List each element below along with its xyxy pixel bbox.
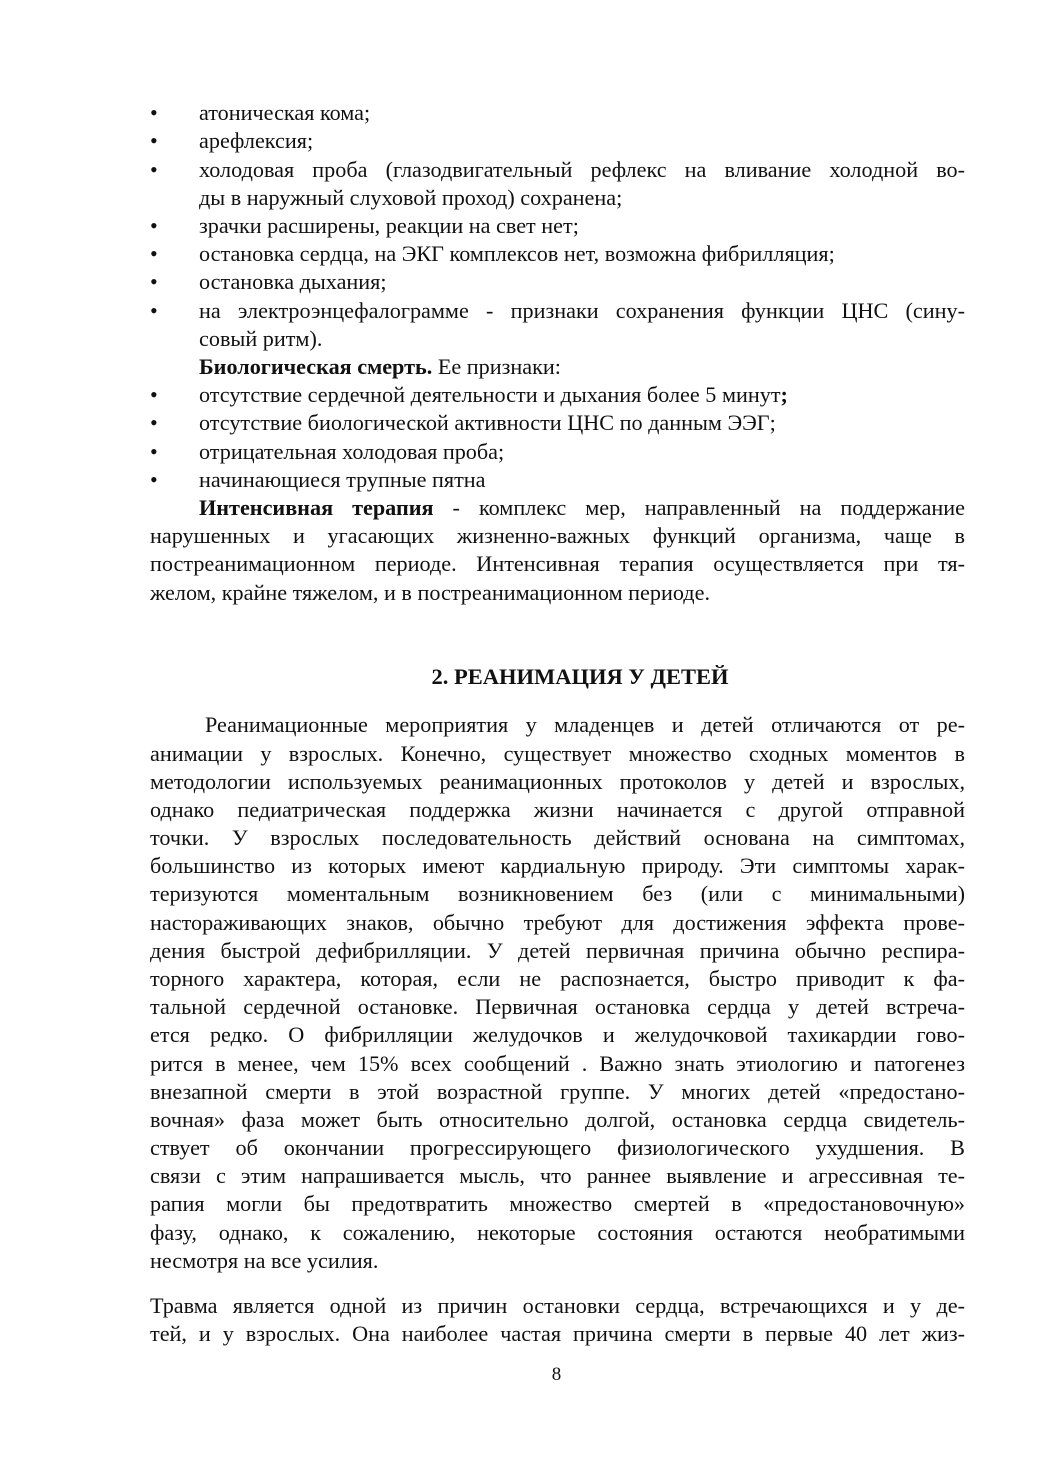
- list-item-end-mark: ;: [780, 382, 788, 407]
- bullet-marker: •: [150, 213, 158, 238]
- paragraph-line: настораживающих знаков, обычно требуют для достижения эффекта прове-: [150, 910, 965, 935]
- paragraph-line: ствует об окончании прогрессирующего физиологического ухудшения. В: [150, 1135, 965, 1160]
- list-item: на электроэнцефалограмме - признаки сохранения функции ЦНС (сину-: [199, 298, 965, 323]
- bullet-marker: •: [150, 382, 158, 407]
- intensive-therapy-definition: - комплекс мер, направленный на поддержание: [433, 495, 965, 520]
- bullet-marker: •: [150, 157, 158, 182]
- paragraph-line: большинство из которых имеют кардиальную природу. Эти симптомы харак-: [150, 853, 965, 878]
- paragraph-line: внезапной смерти в этой возрастной группе. У многих детей «предостано-: [150, 1079, 965, 1104]
- paragraph-line: вочная» фаза может быть относительно долгой, остановка сердца свидетель-: [150, 1107, 965, 1132]
- list-item: холодовая проба (глазодвигательный рефлекс на вливание холодной во-: [199, 157, 965, 182]
- paragraph-line: ется редко. О фибрилляции желудочков и желудочковой тахикардии гово-: [150, 1022, 965, 1047]
- paragraph-line: методологии используемых реанимационных протоколов у детей и взрослых,: [150, 769, 965, 794]
- paragraph-line: рится в менее, чем 15% всех сообщений . Важно знать этиологию и патогенез: [150, 1051, 965, 1076]
- paragraph-line: торного характера, которая, если не распознается, быстро приводит к фа-: [150, 966, 965, 991]
- list-item: начинающиеся трупные пятна: [199, 467, 486, 492]
- paragraph-line: Реанимационные мероприятия у младенцев и детей отличаются от ре-: [205, 712, 965, 737]
- bullet-marker: •: [150, 467, 158, 492]
- paragraph-line: однако педиатрическая поддержка жизни начинается с другой отправной: [150, 797, 965, 822]
- bullet-marker: •: [150, 410, 158, 435]
- list-item: отрицательная холодовая проба;: [199, 439, 505, 464]
- list-item: [199, 381, 788, 409]
- list-item: остановка сердца, на ЭКГ комплексов нет, возможна фибрилляция;: [199, 241, 835, 266]
- paragraph-line: желом, крайне тяжелом, и в постреанимационном периоде.: [150, 580, 710, 605]
- paragraph-line: анимации у взрослых. Конечно, существует множество сходных моментов в: [150, 741, 965, 766]
- paragraph-line: тальной сердечной остановке. Первичная остановка сердца у детей встреча-: [150, 994, 965, 1019]
- bullet-marker: •: [150, 269, 158, 294]
- intensive-therapy-line: [199, 494, 965, 522]
- paragraph-line: нарушенных и угасающих жизненно-важных функций организма, чаще в: [150, 523, 965, 548]
- paragraph-line: постреанимационном периоде. Интенсивная терапия осуществляется при тя-: [150, 551, 965, 576]
- paragraph-line: фазу, однако, к сожалению, некоторые состояния остаются необратимыми: [150, 1220, 965, 1245]
- paragraph-line: связи с этим напрашивается мысль, что раннее выявление и агрессивная те-: [150, 1163, 965, 1188]
- bullet-marker: •: [150, 241, 158, 266]
- paragraph-line: теризуются моментальным возникновением без (или с минимальными): [150, 881, 965, 906]
- paragraph-line: рапия могли бы предотвратить множество смертей в «предостановочную»: [150, 1191, 965, 1216]
- list-item-text: отсутствие сердечной деятельности и дыхания более 5 минут: [199, 382, 781, 407]
- list-item-continuation: ды в наружный слуховой проход) сохранена;: [199, 185, 623, 210]
- biological-death-intro: Ее признаки:: [432, 354, 561, 379]
- list-item: зрачки расширены, реакции на свет нет;: [199, 213, 579, 238]
- biological-death-term: Биологическая смерть.: [199, 354, 433, 379]
- paragraph-line: несмотря на все усилия.: [150, 1248, 379, 1273]
- list-item: арефлексия;: [199, 128, 314, 153]
- section-heading: 2. РЕАНИМАЦИЯ У ДЕТЕЙ: [431, 664, 729, 689]
- paragraph-line: точки. У взрослых последовательность действий основана на симптомах,: [150, 825, 965, 850]
- list-item: остановка дыхания;: [199, 269, 387, 294]
- bullet-marker: •: [150, 298, 158, 323]
- bullet-marker: •: [150, 128, 158, 153]
- paragraph-line: Травма является одной из причин остановки сердца, встречающихся и у де-: [150, 1293, 965, 1318]
- paragraph-line: дения быстрой дефибрилляции. У детей первичная причина обычно респира-: [150, 938, 965, 963]
- paragraph-line: тей, и у взрослых. Она наиболее частая причина смерти в первые 40 лет жиз-: [150, 1321, 965, 1346]
- list-item: отсутствие биологической активности ЦНС по данным ЭЭГ;: [199, 410, 776, 435]
- biological-death-heading: [199, 353, 561, 381]
- page-number: 8: [551, 1364, 562, 1385]
- bullet-marker: •: [150, 100, 158, 125]
- list-item-continuation: совый ритм).: [199, 326, 323, 351]
- list-item: атоническая кома;: [199, 100, 371, 125]
- intensive-therapy-term: Интенсивная терапия: [199, 495, 434, 520]
- bullet-marker: •: [150, 439, 158, 464]
